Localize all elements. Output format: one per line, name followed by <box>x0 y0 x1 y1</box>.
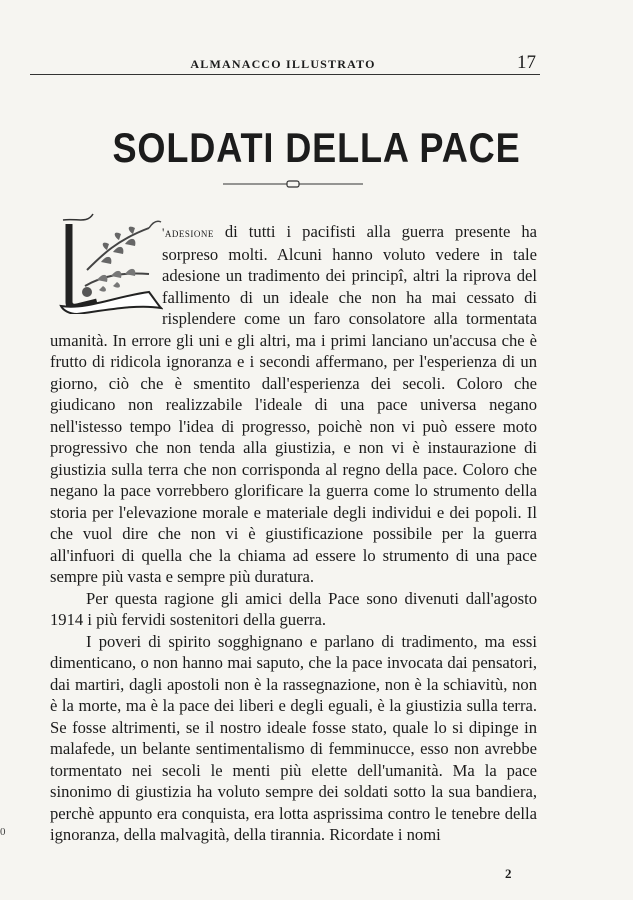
paragraph-1-text: di tutti i pacifisti alla guerra presente ha sorpreso molti. Alcuni hanno voluto vedere in tale adesione un tradimento dei principî, altri la riprova del fallimento di un ideale che non ha mai cessato di risplendere come un faro consolatore alla tormentata umanità. In errore gli uni e gli altri, ma i primi lanciano un'accusa che è frutto di ridicola ignoranza e i secondi affermano, per l'esperienza di un giorno, ciò che è smentito dall'esperienza dei secoli. Coloro che giudicano non realizzabile l'ideale di una pace universa negano nell'istesso tempo l'idea di progresso, poichè non vi può essere moto progressivo che non tenda alla giustizia, e non vi è instaurazione di giustizia sulla terra che non corrisponda al regno della pace. Coloro che negano la pace vorrebbero glorificare la guerra come lo strumento della storia per l'elevazione morale e materiale degli individui e dei popoli. Il che vuol dire che non vi è giustificazione possibile per la guerra all'infuori di quella che la chiama ad essere lo strumento di una pace sempre più vasta e sempre più duratura. <box>50 222 537 586</box>
running-title: ALMANACCO ILLUSTRATO <box>190 57 376 71</box>
header-rule <box>30 74 540 75</box>
signature-mark: 2 <box>505 866 512 881</box>
running-head <box>30 52 536 74</box>
lead-smallcaps: 'adesione <box>162 225 214 240</box>
article-body <box>50 221 537 846</box>
paragraph-2: Per questa ragione gli amici della Pace sono divenuti dall'agosto 1914 i più fervidi sostenitori della guerra. <box>50 588 537 629</box>
page-number: 17 <box>517 52 536 73</box>
ornament-divider-icon <box>223 178 363 190</box>
paragraph-1 <box>50 221 537 588</box>
paragraph-3: I poveri di spirito sogghignano e parlano di tradimento, ma essi dimenticano, o non hanno mai saputo, che la pace invocata dai pensatori, dai martiri, dagli apostoli non è la rassegnazione, non è la schiavitù, non è la morte, ma è la pace dei liberi e degli eguali, è la giustizia sulla terra. Se fosse altrimenti, se il nostro ideale fosse stato, quale lo si dipinge in malafede, un belante sentimentalismo di femminucce, esso non avrebbe tormentato nei secoli le menti più elette dell'umanità. Ma la pace sinonimo di giustizia ha voluto sempre dei soldati sotto la sua bandiera, perchè appunto era conquista, era lotta asprissima contro le tenebre della ignoranza, della malvagità, della tirannia. Ricordate i nomi <box>50 631 537 844</box>
article-title: SOLDATI DELLA PACE <box>112 124 521 171</box>
margin-mark: 0 <box>0 826 6 838</box>
